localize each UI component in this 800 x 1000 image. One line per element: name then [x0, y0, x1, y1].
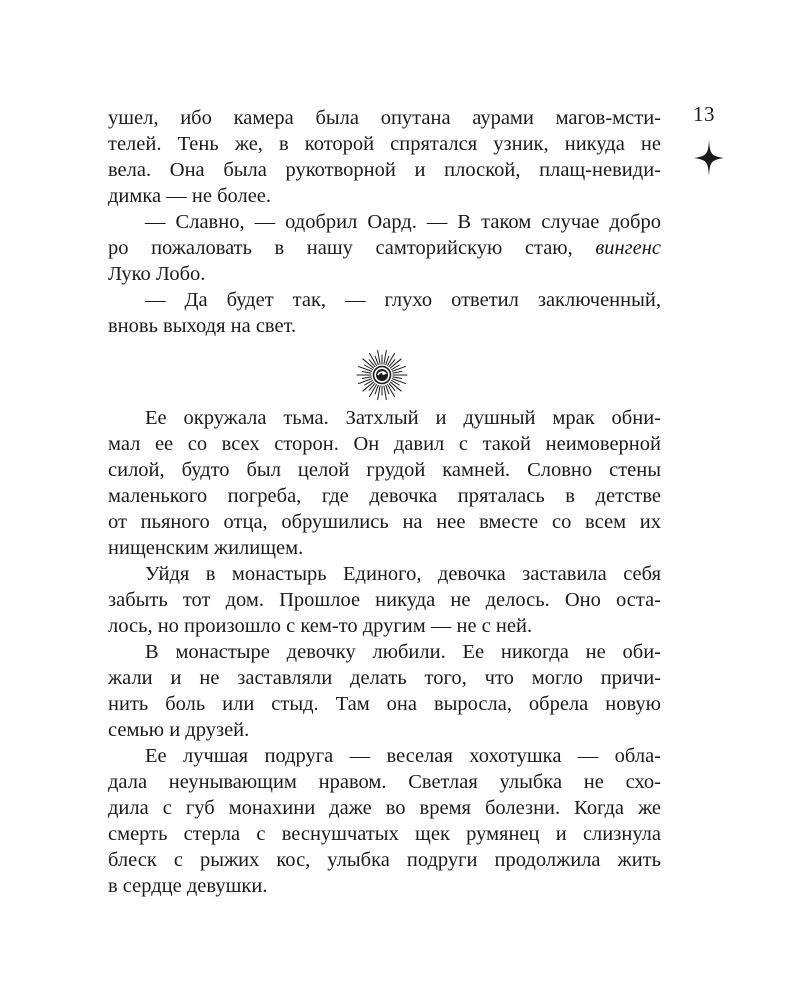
text-line: — Славно, — одобрил Оард. — В таком случае добро: [145, 211, 661, 233]
text-line: Ее лучшая подруга — веселая хохотушка — обла-: [145, 745, 661, 767]
text-line: ушел, ибо камера была опутана аурами магов-мсти-: [108, 107, 661, 129]
text-line: от пьяного отца, обрушились на нее вместе со всем их: [108, 511, 661, 533]
text-line: дила с губ монахини даже во время болезни. Когда же: [108, 797, 661, 819]
italic-term: вингенс: [595, 237, 661, 259]
text-line: нищенским жилищем.: [108, 537, 304, 559]
text-line: нить боль или стыд. Там она выросла, обрела новую: [108, 693, 661, 715]
text-line: дала неунывающим нравом. Светлая улыбка не схо-: [108, 771, 661, 793]
text-line: силой, будто был целой грудой камней. Словно стены: [108, 459, 661, 481]
text-line-segment: ро пожаловать в нашу самторийскую стаю,: [108, 237, 596, 259]
text-line: семью и друзей.: [108, 719, 250, 741]
text-line: телей. Тень же, в которой спрятался узник, никуда не: [108, 133, 661, 155]
text-line: блеск с рыжих кос, улыбка подруги продолжила жить: [108, 849, 661, 871]
text-line: Уйдя в монастырь Единого, девочка заставила себя: [145, 563, 661, 585]
sun-eye-divider-icon: [356, 349, 408, 401]
text-line: димка — не более.: [108, 185, 272, 207]
text-line: лось, но произошло с кем-то другим — не с ней.: [108, 615, 533, 637]
text-line: смерть стерла с веснушчатых щек румянец и слизнула: [108, 823, 661, 845]
text-line: [108, 235, 661, 261]
text-line: мал ее со всех сторон. Он давил с такой неимоверной: [108, 433, 661, 455]
text-line: маленького погреба, где девочка пряталась в детстве: [108, 485, 661, 507]
text-line: забыть тот дом. Прошлое никуда не делось. Оно оста-: [108, 589, 661, 611]
text-line: жали и не заставляли делать того, что могло причи-: [108, 667, 661, 689]
text-line: вела. Она была рукотворной и плоской, плащ-невиди-: [108, 159, 661, 181]
text-line: Ее окружала тьма. Затхлый и душный мрак обни-: [145, 407, 661, 429]
page-number: 13: [693, 102, 715, 126]
four-point-star-icon: [694, 140, 724, 176]
text-line: — Да будет так, — глухо ответил заключенный,: [145, 289, 661, 311]
text-line: В монастыре девочку любили. Ее никогда не оби-: [145, 641, 661, 663]
text-line: в сердце девушки.: [108, 875, 268, 897]
text-line: вновь выходя на свет.: [108, 315, 297, 337]
text-line: Луко Лобо.: [108, 263, 206, 285]
